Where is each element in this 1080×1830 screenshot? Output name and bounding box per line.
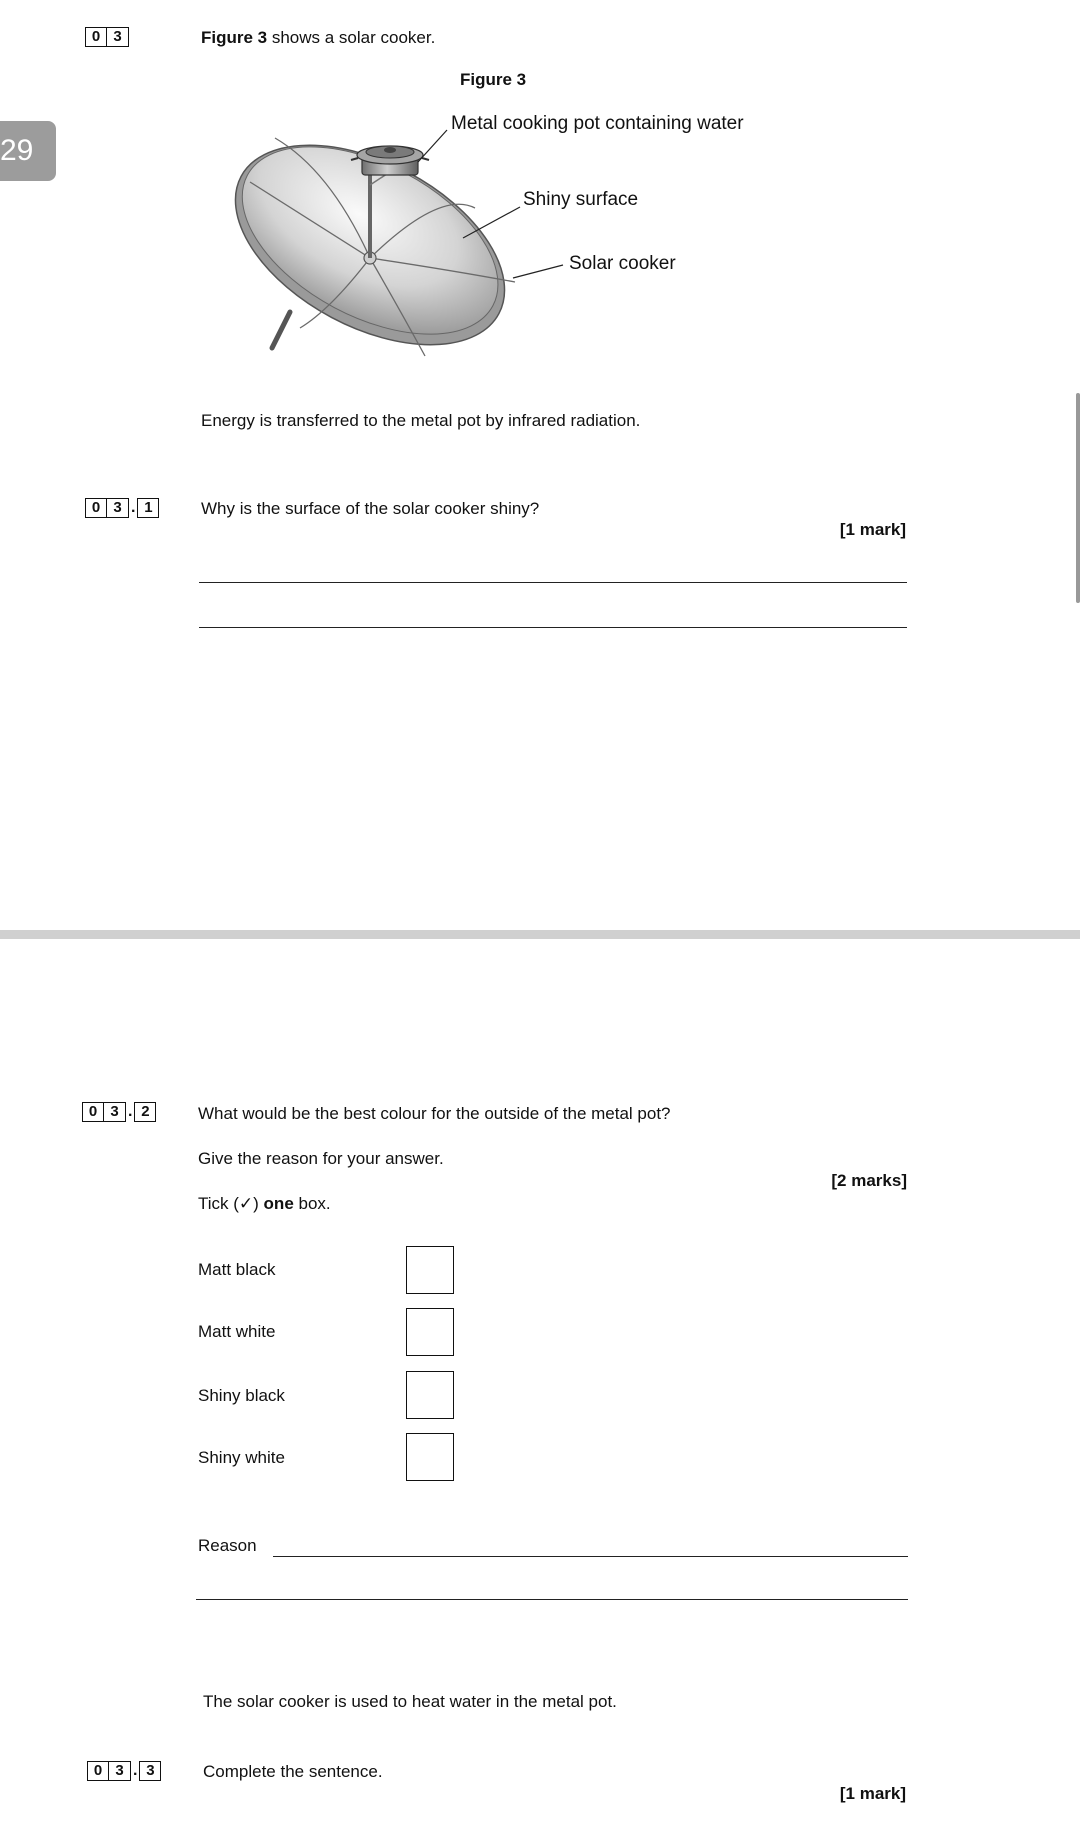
statement-infrared: Energy is transferred to the metal pot by infrared radiation. xyxy=(201,411,641,430)
question-number-digit: 0 xyxy=(82,1102,104,1122)
question-number-031: 0 3 . 1 xyxy=(85,497,159,519)
question-subpart-digit: 1 xyxy=(137,498,159,518)
option-label-matt-white: Matt white xyxy=(198,1322,276,1341)
question-number-digit: 3 xyxy=(104,1102,126,1122)
lead-in-statement: The solar cooker is used to heat water in the metal pot. xyxy=(203,1692,617,1711)
marks-033: [1 mark] xyxy=(839,1784,906,1803)
answer-line[interactable] xyxy=(199,627,907,628)
question-number-digit: 3 xyxy=(109,1761,131,1781)
question-number-digit: 3 xyxy=(107,27,129,47)
question-031-text: Why is the surface of the solar cooker shiny? xyxy=(201,499,540,518)
leader-line-surface xyxy=(463,207,520,238)
question-number-033: 0 3 . 3 xyxy=(87,1760,161,1782)
tick-instruction: Tick (✓) one box. xyxy=(198,1194,331,1213)
marks-031: [1 mark] xyxy=(839,520,906,539)
question-number-032: 0 3 . 2 xyxy=(82,1101,156,1123)
figure-title: Figure 3 xyxy=(460,70,527,89)
label-solar-cooker: Solar cooker xyxy=(569,253,676,274)
reason-prompt: Give the reason for your answer. xyxy=(198,1149,444,1168)
page-indicator: 29 xyxy=(0,121,56,181)
tickbox-matt-white[interactable] xyxy=(406,1308,454,1356)
tickbox-matt-black[interactable] xyxy=(406,1246,454,1294)
figure-reference: Figure 3 xyxy=(201,28,268,47)
question-subpart-digit: 3 xyxy=(139,1761,161,1781)
question-number-digit: 0 xyxy=(87,1761,109,1781)
reason-answer-line[interactable] xyxy=(273,1556,908,1557)
question-number-digit: 0 xyxy=(85,27,107,47)
question-032-text: What would be the best colour for the outside of the metal pot? xyxy=(198,1104,671,1123)
page-separator xyxy=(0,930,1080,939)
reason-label: Reason xyxy=(198,1536,257,1555)
label-shiny-surface: Shiny surface xyxy=(523,189,639,210)
leader-line-cooker xyxy=(513,265,563,278)
question-intro-text: shows a solar cooker. xyxy=(267,28,436,47)
question-number-digit: 3 xyxy=(107,498,129,518)
marks-032: [2 marks] xyxy=(831,1171,907,1190)
option-label-shiny-black: Shiny black xyxy=(198,1386,285,1405)
question-number-digit: 0 xyxy=(85,498,107,518)
tickbox-shiny-white[interactable] xyxy=(406,1433,454,1481)
question-033-text: Complete the sentence. xyxy=(203,1762,383,1781)
option-label-matt-black: Matt black xyxy=(198,1260,276,1279)
scrollbar-thumb[interactable] xyxy=(1076,393,1080,603)
tickbox-shiny-black[interactable] xyxy=(406,1371,454,1419)
reason-answer-line[interactable] xyxy=(196,1599,908,1600)
leader-line-pot xyxy=(418,130,447,162)
option-label-shiny-white: Shiny white xyxy=(198,1448,285,1467)
label-metal-pot: Metal cooking pot containing water xyxy=(451,113,744,134)
question-subpart-digit: 2 xyxy=(134,1102,156,1122)
answer-line[interactable] xyxy=(199,582,907,583)
